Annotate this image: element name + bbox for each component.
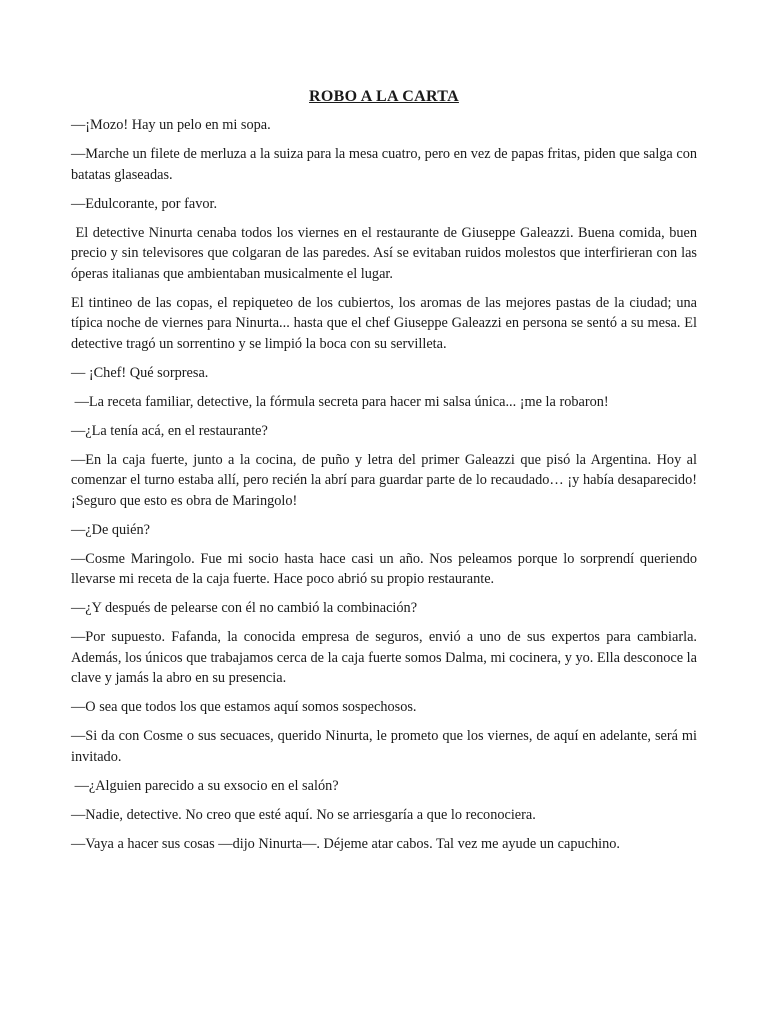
paragraph: —O sea que todos los que estamos aquí somos sospechosos. xyxy=(71,699,417,715)
paragraph: —¿Alguien parecido a su exsocio en el salón? xyxy=(71,777,339,794)
paragraph: —Vaya a hacer sus cosas —dijo Ninurta—. Déjeme atar cabos. Tal vez me ayude un capuchino. xyxy=(71,835,620,852)
paragraph: —Edulcorante, por favor. xyxy=(71,195,218,212)
paragraph: — ¡Chef! Qué sorpresa. xyxy=(71,364,209,381)
paragraph: El tintineo de las copas, el repiqueteo de los cubiertos, los aromas de las mejores pastas de la ciudad; una típica noche de viernes para Ninurta... hasta que el chef Giuseppe Galeazzi en persona se sentó a su mesa. El detective tragó un sorrentino y se limpió la boca con su servilleta. xyxy=(71,294,697,352)
paragraph: —Marche un filete de merluza a la suiza para la mesa cuatro, pero en vez de papas fritas, piden que salga con batatas glaseadas. xyxy=(71,146,697,183)
paragraph: —En la caja fuerte, junto a la cocina, de puño y letra del primer Galeazzi que pisó la Argentina. Hoy al comenzar el turno estaba allí, pero recién la abrí para guardar parte de lo recaudado… ¡y había desaparecido! ¡Seguro que esto es obra de Maringolo! xyxy=(71,451,697,509)
paragraph: —¿Y después de pelearse con él no cambió la combinación? xyxy=(71,600,418,616)
story-title: ROBO A LA CARTA xyxy=(309,88,459,105)
paragraph: —¿De quién? xyxy=(71,521,150,538)
story-body xyxy=(71,115,701,854)
paragraph: —Si da con Cosme o sus secuaces, querido Ninurta, le prometo que los viernes, de aquí en adelante, será mi invitado. xyxy=(71,728,697,765)
paragraph: El detective Ninurta cenaba todos los viernes en el restaurante de Giuseppe Galeazzi. Buena comida, buen precio y sin televisores que colgaran de las paredes. Así se evitaban ruidos molestos que interfirieran con las óperas italianas que ambientaban musicalmente el lugar. xyxy=(71,224,701,282)
paragraph: —Cosme Maringolo. Fue mi socio hasta hace casi un año. Nos peleamos porque lo sorprendí queriendo llevarse mi receta de la caja fuerte. Hace poco abrió su propio restaurante. xyxy=(71,550,697,587)
paragraph: —Nadie, detective. No creo que esté aquí. No se arriesgaría a que lo reconociera. xyxy=(71,806,536,823)
paragraph: —La receta familiar, detective, la fórmula secreta para hacer mi salsa única... ¡me la robaron! xyxy=(71,393,609,410)
paragraph: —¡Mozo! Hay un pelo en mi sopa. xyxy=(71,117,271,133)
paragraph: —Por supuesto. Fafanda, la conocida empresa de seguros, envió a uno de sus expertos para cambiarla. Además, los únicos que trabajamos cerca de la caja fuerte somos Dalma, mi cocinera, y yo. Ella desconoce la clave y jamás la abro en su presencia. xyxy=(71,629,697,686)
paragraph: —¿La tenía acá, en el restaurante? xyxy=(71,422,268,439)
